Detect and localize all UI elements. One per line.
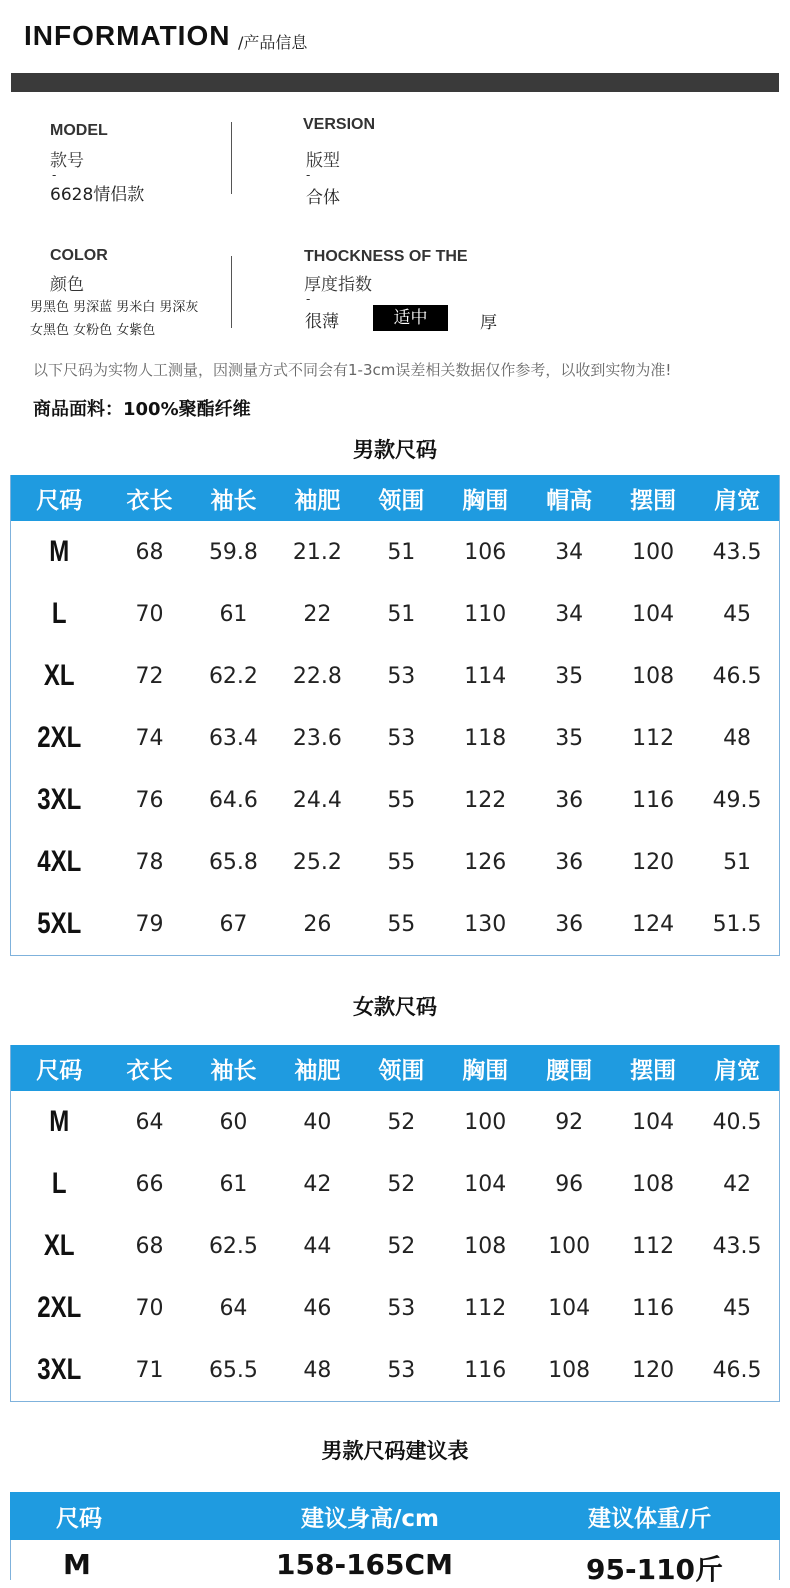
table-cell: 59.8	[208, 539, 258, 565]
table-cell: 70	[135, 601, 164, 627]
table-row	[11, 1091, 779, 1153]
thickness-label-en: THOCKNESS OF THE	[304, 248, 468, 265]
table-cell: 110	[464, 601, 507, 627]
table-cell: 100	[548, 1233, 591, 1259]
table-cell: 34	[555, 539, 584, 565]
rec-table-row	[10, 1540, 780, 1586]
table-cell: 26	[303, 911, 332, 937]
table-cell: 78	[135, 849, 164, 875]
table-cell: 24.4	[292, 787, 342, 813]
header-cell: 领围	[378, 487, 425, 514]
table-cell: 130	[464, 911, 507, 937]
table-cell: 53	[387, 663, 416, 689]
table-cell: 22.8	[292, 663, 342, 689]
table-cell: 74	[135, 725, 164, 751]
table-cell: 44	[303, 1233, 332, 1259]
table-cell: 21.2	[292, 539, 342, 565]
size-cell: L	[51, 597, 67, 630]
table-cell: 64.6	[208, 787, 258, 813]
table-cell: 40.5	[712, 1109, 762, 1135]
table-cell: 68	[135, 1233, 164, 1259]
fabric-info: 商品面料：100%聚酯纤维	[33, 399, 251, 420]
table-cell: 23.6	[292, 725, 342, 751]
header-cell: 衣长	[126, 487, 173, 514]
table-cell: 25.2	[292, 849, 342, 875]
size-cell: XL	[43, 1229, 75, 1262]
table-cell: 42	[303, 1171, 332, 1197]
version-label-en: VERSION	[303, 116, 376, 133]
table-cell: 106	[464, 539, 507, 565]
table-cell: 114	[464, 663, 507, 689]
table-cell: 53	[387, 1357, 416, 1383]
table-cell: 65.8	[208, 849, 258, 875]
table-cell: 48	[303, 1357, 332, 1383]
table-cell: 68	[135, 539, 164, 565]
table-cell: 36	[555, 849, 584, 875]
table-cell: 108	[548, 1357, 591, 1383]
thickness-option-selected: 适中	[373, 305, 448, 331]
table-cell: 108	[632, 663, 675, 689]
color-label-cn: 颜色	[50, 275, 84, 295]
table-cell: 51	[723, 849, 752, 875]
table-cell: 65.5	[208, 1357, 258, 1383]
table-cell: 79	[135, 911, 164, 937]
color-options-women: 女黑色 女粉色 女紫色	[30, 323, 156, 338]
table-row	[11, 893, 779, 955]
page-subtitle: /产品信息	[238, 33, 308, 52]
header-cell: 胸围	[462, 1057, 509, 1084]
thickness-dash: -	[306, 292, 311, 306]
table-row	[11, 645, 779, 707]
table-row	[11, 1215, 779, 1277]
size-cell: L	[51, 1167, 67, 1200]
men-size-table	[10, 475, 780, 956]
table-cell: 62.2	[208, 663, 258, 689]
table-cell: 126	[464, 849, 507, 875]
table-cell: 112	[632, 1233, 675, 1259]
table-cell: 36	[555, 787, 584, 813]
women-size-title: 女款尺码	[353, 995, 437, 1019]
table-cell: 116	[632, 787, 675, 813]
table-cell: 122	[464, 787, 507, 813]
table-cell: 76	[135, 787, 164, 813]
table-cell: 104	[464, 1171, 507, 1197]
men-size-title: 男款尺码	[353, 438, 437, 462]
version-value: 合体	[306, 188, 340, 208]
table-cell: 118	[464, 725, 507, 751]
table-cell: 100	[464, 1109, 507, 1135]
table-cell: 22	[303, 601, 332, 627]
table-cell: 116	[464, 1357, 507, 1383]
table-cell: 55	[387, 849, 416, 875]
table-cell: 64	[219, 1295, 248, 1321]
table-row	[11, 831, 779, 893]
table-cell: 112	[632, 725, 675, 751]
table-cell: 51	[387, 539, 416, 565]
table-cell: 104	[632, 601, 675, 627]
table-cell: 70	[135, 1295, 164, 1321]
table-cell: 108	[464, 1233, 507, 1259]
table-cell: 67	[219, 911, 248, 937]
table-cell: 108	[632, 1171, 675, 1197]
model-value: 6628情侣款	[50, 185, 145, 205]
thickness-label-cn: 厚度指数	[304, 275, 372, 295]
table-cell: 42	[723, 1171, 752, 1197]
rec-cell-weight: 95-110斤	[586, 1553, 724, 1586]
table-cell: 66	[135, 1171, 164, 1197]
table-cell: 124	[632, 911, 675, 937]
header-cell: 尺码	[36, 1057, 83, 1084]
thickness-option-thin: 很薄	[305, 312, 339, 332]
table-header	[11, 475, 779, 521]
table-cell: 51.5	[712, 911, 762, 937]
size-cell: 4XL	[37, 845, 82, 878]
header-cell: 腰围	[546, 1057, 593, 1084]
version-dash: -	[306, 168, 311, 182]
table-cell: 120	[632, 1357, 675, 1383]
table-cell: 43.5	[712, 539, 762, 565]
table-cell: 62.5	[208, 1233, 258, 1259]
rec-cell-height: 158-165CM	[276, 1548, 453, 1581]
size-cell: 2XL	[37, 1291, 82, 1324]
table-cell: 112	[464, 1295, 507, 1321]
header-cell: 袖肥	[294, 487, 341, 514]
table-cell: 48	[723, 725, 752, 751]
header-cell: 肩宽	[714, 1057, 761, 1084]
table-cell: 116	[632, 1295, 675, 1321]
table-cell: 52	[387, 1109, 416, 1135]
model-dash: -	[52, 168, 57, 182]
table-cell: 35	[555, 663, 584, 689]
table-cell: 104	[632, 1109, 675, 1135]
table-row	[11, 1153, 779, 1215]
table-cell: 55	[387, 787, 416, 813]
header-cell: 领围	[378, 1057, 425, 1084]
table-cell: 63.4	[208, 725, 258, 751]
rec-table-header	[10, 1492, 780, 1540]
model-label-cn: 款号	[50, 151, 84, 171]
size-cell: XL	[43, 659, 75, 692]
version-label-cn: 版型	[306, 151, 340, 171]
header-cell: 胸围	[462, 487, 509, 514]
color-label-en: COLOR	[50, 247, 108, 264]
header-cell: 摆围	[630, 487, 677, 514]
table-cell: 104	[548, 1295, 591, 1321]
table-cell: 100	[632, 539, 675, 565]
table-cell: 49.5	[712, 787, 762, 813]
table-row	[11, 583, 779, 645]
header-cell: 衣长	[126, 1057, 173, 1084]
table-cell: 52	[387, 1233, 416, 1259]
table-cell: 72	[135, 663, 164, 689]
table-cell: 120	[632, 849, 675, 875]
header-cell: 尺码	[36, 487, 83, 514]
table-cell: 46.5	[712, 663, 762, 689]
table-cell: 96	[555, 1171, 584, 1197]
table-cell: 45	[723, 601, 752, 627]
table-cell: 61	[219, 601, 248, 627]
table-cell: 40	[303, 1109, 332, 1135]
divider-line	[231, 256, 232, 328]
table-cell: 53	[387, 1295, 416, 1321]
table-row	[11, 707, 779, 769]
header-cell: 袖长	[210, 1057, 257, 1084]
table-cell: 55	[387, 911, 416, 937]
table-cell: 43.5	[712, 1233, 762, 1259]
color-options-men: 男黑色 男深蓝 男米白 男深灰	[30, 300, 199, 315]
table-cell: 46	[303, 1295, 332, 1321]
header-divider-bar	[11, 73, 779, 92]
table-cell: 45	[723, 1295, 752, 1321]
header-cell: 帽高	[546, 487, 593, 514]
page-title: INFORMATION	[24, 20, 231, 51]
women-size-table	[10, 1045, 780, 1402]
size-cell: 3XL	[37, 783, 82, 816]
size-cell: M	[49, 1105, 70, 1138]
measurement-note: 以下尺码为实物人工测量，因测量方式不同会有1-3cm误差相关数据仅作参考，以收到实物为准!	[33, 361, 672, 379]
thickness-option-thick: 厚	[480, 313, 497, 333]
table-cell: 64	[135, 1109, 164, 1135]
rec-cell-size: M	[63, 1548, 91, 1581]
table-cell: 92	[555, 1109, 584, 1135]
size-cell: 2XL	[37, 721, 82, 754]
table-cell: 52	[387, 1171, 416, 1197]
divider-line	[231, 122, 232, 194]
rec-size-title: 男款尺码建议表	[321, 1439, 469, 1463]
size-cell: 5XL	[37, 907, 82, 940]
table-header	[11, 1045, 779, 1091]
size-cell: M	[49, 535, 70, 568]
model-label-en: MODEL	[50, 122, 108, 139]
rec-header-weight: 建议体重/斤	[588, 1505, 712, 1532]
table-row	[11, 1339, 779, 1401]
table-cell: 36	[555, 911, 584, 937]
rec-header-height: 建议身高/cm	[301, 1505, 439, 1532]
table-cell: 51	[387, 601, 416, 627]
header-cell: 袖长	[210, 487, 257, 514]
table-cell: 35	[555, 725, 584, 751]
header-cell: 肩宽	[714, 487, 761, 514]
rec-header-size: 尺码	[56, 1505, 102, 1532]
table-cell: 71	[135, 1357, 164, 1383]
table-cell: 61	[219, 1171, 248, 1197]
table-cell: 53	[387, 725, 416, 751]
table-cell: 34	[555, 601, 584, 627]
size-cell: 3XL	[37, 1353, 82, 1386]
table-cell: 60	[219, 1109, 248, 1135]
table-row	[11, 521, 779, 583]
table-cell: 46.5	[712, 1357, 762, 1383]
header-cell: 摆围	[630, 1057, 677, 1084]
table-row	[11, 1277, 779, 1339]
table-row	[11, 769, 779, 831]
header-cell: 袖肥	[294, 1057, 341, 1084]
